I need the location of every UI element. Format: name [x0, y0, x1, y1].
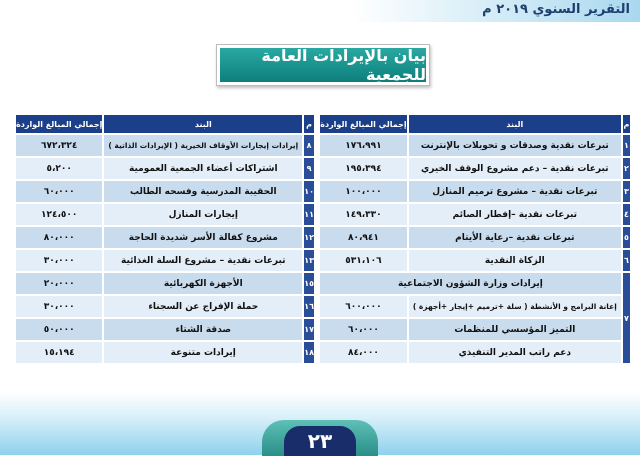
row-value: ١٠٠،٠٠٠ [320, 181, 407, 202]
group-heading: إيرادات وزارة الشؤون الاجتماعية [320, 273, 621, 294]
row-item: صدقة الشتاء [104, 319, 302, 340]
table-row [320, 273, 630, 294]
table-row [16, 204, 314, 225]
row-item: تبرعات نقدية – دعم مشروع الوقف الخيري [409, 158, 621, 179]
row-item: إيرادات متنوعة [104, 342, 302, 363]
row-value: ٥٣١،١٠٦ [320, 250, 407, 271]
row-num: ٥ [623, 227, 630, 248]
row-item: مشروع كفالة الأسر شديدة الحاجة [104, 227, 302, 248]
row-item: تبرعات نقدية –رعاية الأيتام [409, 227, 621, 248]
row-item: إيرادات إيجارات الأوقاف الخيرية ( الإيرادات الذاتية ) [104, 135, 302, 156]
row-value: ٦٠٠،٠٠٠ [320, 296, 407, 317]
table-row [16, 319, 314, 340]
title-box [216, 44, 430, 86]
row-num: ٩ [304, 158, 314, 179]
row-value: ٥،٢٠٠ [16, 158, 102, 179]
row-item: دعم راتب المدير التنفيذي [409, 342, 621, 363]
column-total: إجمالي المبالغ الواردة [320, 115, 407, 133]
table-row [320, 135, 630, 156]
row-value: ١٧٦،٩٩١ [320, 135, 407, 156]
table-row [16, 158, 314, 179]
row-num: ٤ [623, 204, 630, 225]
row-value: ٢٠،٠٠٠ [16, 273, 102, 294]
row-value: ٨٠،٠٠٠ [16, 227, 102, 248]
row-value: ١٩٥،٣٩٤ [320, 158, 407, 179]
row-value: ٦٠،٠٠٠ [16, 181, 102, 202]
row-num: ٧ [623, 273, 630, 363]
column-item: البند [104, 115, 302, 133]
row-num: ١٥ [304, 273, 314, 294]
row-value: ٦٠،٠٠٠ [320, 319, 407, 340]
table-row [320, 158, 630, 179]
table-row [16, 227, 314, 248]
row-num: ١١ [304, 204, 314, 225]
row-value: ١٤٩،٣٣٠ [320, 204, 407, 225]
table-header-row [320, 115, 630, 133]
row-item: تبرعات نقدية – مشروع السلة الغذائية [104, 250, 302, 271]
row-num: ٨ [304, 135, 314, 156]
table-header-row [16, 115, 314, 133]
table-row [320, 342, 630, 363]
column-total: إجمالي المبالغ الواردة [16, 115, 102, 133]
row-item: الحقيبة المدرسية وفسحه الطالب [104, 181, 302, 202]
row-item: الأجهزة الكهربائية [104, 273, 302, 294]
row-value: ٨٤،٠٠٠ [320, 342, 407, 363]
revenue-table-right [318, 113, 632, 365]
row-value: ٣٠،٠٠٠ [16, 250, 102, 271]
table-row [320, 296, 630, 317]
row-item: إعانة البرامج و الأنشطة ( سلة +ترميم +إيجار +أجهزة ) [409, 296, 621, 317]
row-item: اشتراكات أعضاء الجمعية العمومية [104, 158, 302, 179]
page-number: ٢٣ [284, 426, 356, 456]
table-row [320, 227, 630, 248]
row-num: ١٨ [304, 342, 314, 363]
row-num: ١٣ [304, 250, 314, 271]
column-num: م [623, 115, 630, 133]
row-value: ١٥،١٩٤ [16, 342, 102, 363]
row-item: إيجارات المنازل [104, 204, 302, 225]
table-row [320, 319, 630, 340]
table-row [16, 342, 314, 363]
table-row [16, 181, 314, 202]
row-item: الزكاة النقدية [409, 250, 621, 271]
table-row [16, 250, 314, 271]
row-item: تبرعات نقدية وصدقات و تحويلات بالإنترنت [409, 135, 621, 156]
row-num: ١ [623, 135, 630, 156]
row-value: ٦٧٢،٣٢٤ [16, 135, 102, 156]
table-row [16, 296, 314, 317]
column-item: البند [409, 115, 621, 133]
row-item: التميز المؤسسي للمنظمات [409, 319, 621, 340]
row-value: ٨٠،٩٤١ [320, 227, 407, 248]
row-value: ٣٠،٠٠٠ [16, 296, 102, 317]
column-num: م [304, 115, 314, 133]
table-row [16, 273, 314, 294]
row-value: ١٢٤،٥٠٠ [16, 204, 102, 225]
table-row [16, 135, 314, 156]
row-num: ١٧ [304, 319, 314, 340]
row-num: ٦ [623, 250, 630, 271]
row-item: تبرعات نقدية – مشروع ترميم المنازل [409, 181, 621, 202]
row-num: ١٦ [304, 296, 314, 317]
row-num: ٢ [623, 158, 630, 179]
row-item: تبرعات نقدية –إفطار الصائم [409, 204, 621, 225]
row-num: ٣ [623, 181, 630, 202]
page-title: بيان بالإيرادات العامة للجمعية [220, 48, 426, 82]
row-num: ١٢ [304, 227, 314, 248]
row-value: ٥٠،٠٠٠ [16, 319, 102, 340]
row-num: ١٠ [304, 181, 314, 202]
table-row [320, 250, 630, 271]
table-row [320, 204, 630, 225]
table-row [320, 181, 630, 202]
annual-report-label: التقرير السنوي ٢٠١٩ م [482, 2, 630, 17]
row-item: حملة الإفراج عن السجناء [104, 296, 302, 317]
revenue-table-left [14, 113, 316, 365]
